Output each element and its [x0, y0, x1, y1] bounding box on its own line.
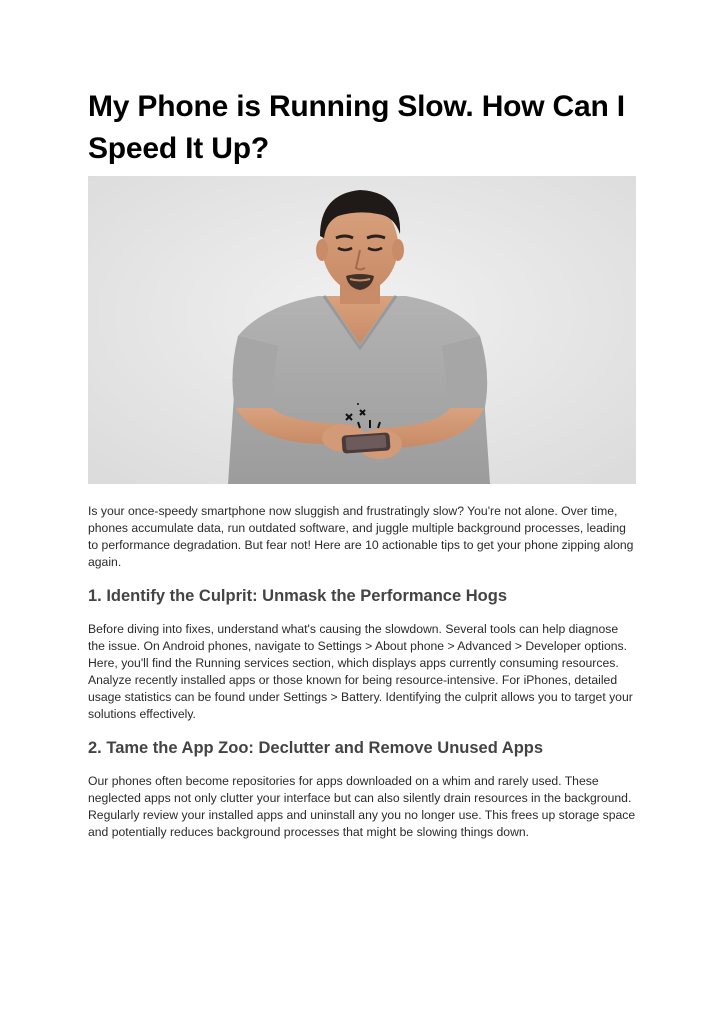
- section-body: Our phones often become repositories for apps downloaded on a whim and rarely used. These neglected apps not only clutter your interface but can also silently drain resources in the background. Regularly review your installed apps and uninstall any you no longer use. This frees up storage space and potentially reduces background processes that might be slowing things down.: [88, 774, 636, 839]
- section-heading: 1. Identify the Culprit: Unmask the Performance Hogs: [88, 587, 507, 605]
- intro-paragraph: Is your once-speedy smartphone now sluggish and frustratingly slow? You're not alone. Over time, phones accumulate data, run outdated software, and juggle multiple background processes, leading to performance degradation. But fear not! Here are 10 actionable tips to get your phone zipping along again.: [88, 504, 634, 569]
- man-with-phone-illustration: [88, 176, 636, 484]
- section-body: Before diving into fixes, understand what's causing the slowdown. Several tools can help diagnose the issue. On Android phones, navigate to Settings > About phone > Advanced > Developer options. Here, you'll find the Running services section, which displays apps currently consuming resources. Analyze recently installed apps or those known for being resource-intensive. For iPhones, detailed usage statistics can be found under Settings > Battery. Identifying the culprit allows you to target your solutions effectively.: [88, 622, 633, 721]
- hero-image: [88, 176, 636, 484]
- article-title: My Phone is Running Slow. How Can I Speed It Up?: [88, 90, 625, 165]
- section-heading: 2. Tame the App Zoo: Declutter and Remove Unused Apps: [88, 739, 544, 757]
